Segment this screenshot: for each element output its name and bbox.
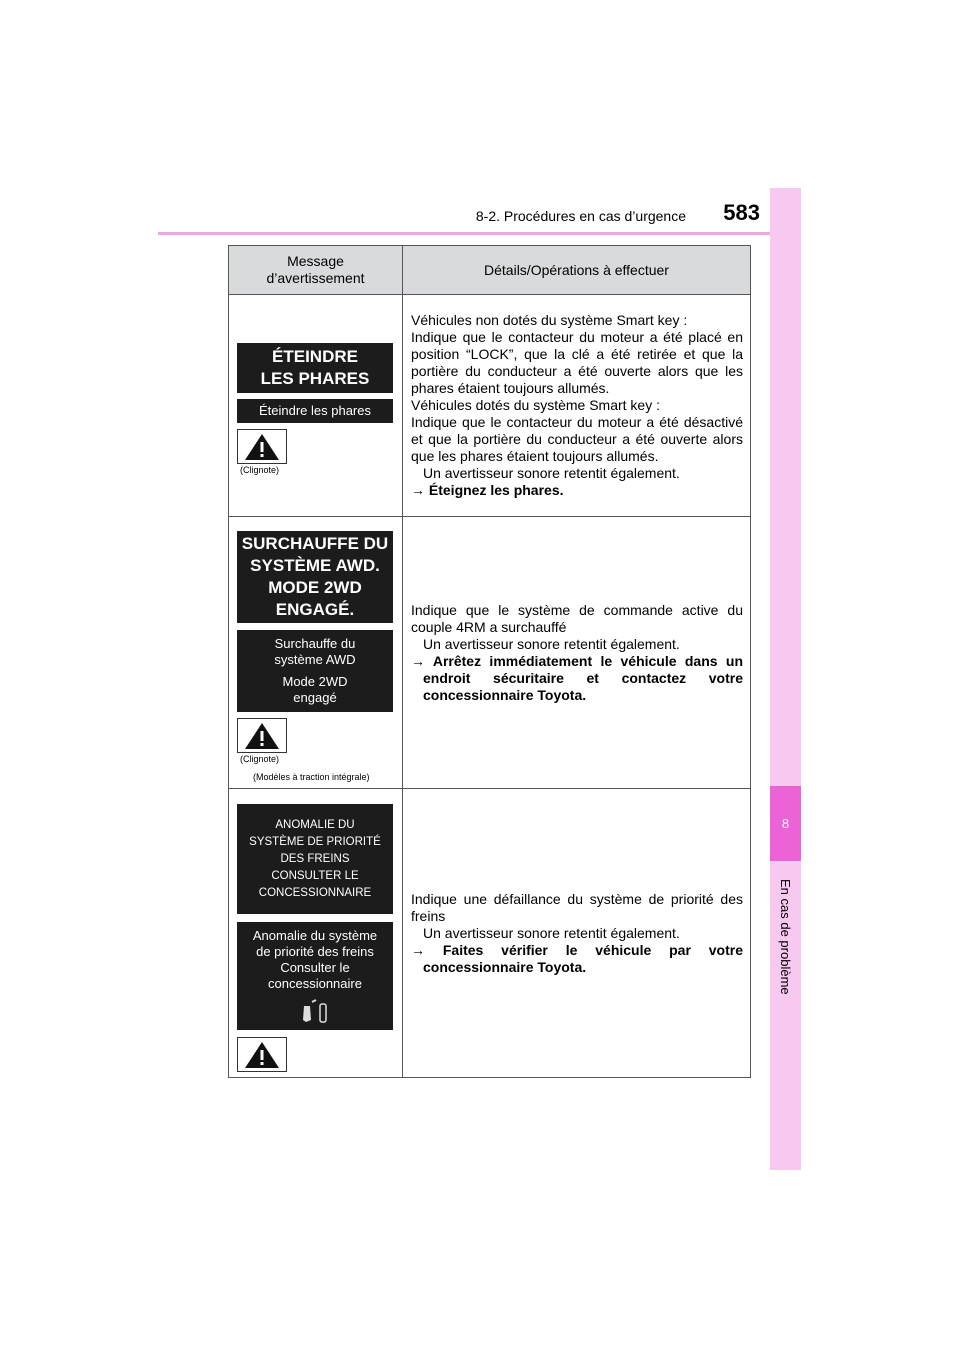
display-screen-large: ÉTEINDRE LES PHARES [237, 343, 393, 393]
warning-triangle-icon [237, 718, 287, 753]
display-screen-large: SURCHAUFFE DU SYSTÈME AWD. MODE 2WD ENGAGÉ. [237, 531, 393, 623]
condition-heading: Véhicules non dotés du système Smart key : [411, 312, 688, 328]
display-screen-small: Éteindre les phares [237, 399, 393, 423]
description-text: Indique que le contacteur du moteur a été placé en position “LOCK”, que la clé a été retirée et que la portière du conducteur a été ouverte alors que les phares étaient toujours allumés. [411, 329, 743, 396]
header-rule [158, 232, 800, 235]
description-text: Indique que le contacteur du moteur a été désactivé et que la portière du conducteur a été ouverte alors que les phares étaient toujours allumés. [411, 414, 743, 464]
table-header-row [229, 246, 751, 295]
warning-message-table [228, 245, 751, 1078]
action-text: → Éteignez les phares. [411, 482, 564, 498]
display-screen-small: Surchauffe du système AWD Mode 2WD engagé [237, 630, 393, 712]
action-text: → Arrêtez immédiatement le véhicule dans un endroit sécuritaire et contactez votre concessionnaire Toyota. [411, 652, 744, 703]
page-number: 583 [723, 200, 760, 225]
condition-heading: Véhicules dotés du système Smart key : [411, 397, 660, 413]
section-title: 8-2. Procédures en cas d’urgence [475, 208, 686, 224]
chapter-label: En cas de problème [778, 879, 793, 995]
chapter-side-tab [770, 188, 801, 1170]
sound-note: Un avertisseur sonore retentit également. [423, 635, 680, 652]
sound-note: Un avertisseur sonore retentit également. [423, 465, 680, 481]
flashing-caption: (Clignote) [240, 465, 280, 475]
details-cell [403, 789, 751, 1078]
col-header-details: Détails/Opérations à effectuer [403, 246, 751, 295]
table-row [229, 789, 751, 1078]
flashing-caption: (Clignote) [240, 754, 280, 764]
message-cell [229, 517, 403, 789]
message-cell [229, 295, 403, 517]
brake-accelerator-pedal-icon [237, 998, 393, 1028]
action-text: → Faites vérifier le véhicule par votre concessionnaire Toyota. [411, 941, 743, 975]
chapter-number: 8 [770, 786, 801, 861]
details-cell [403, 295, 751, 517]
table-row [229, 517, 751, 789]
table-row [229, 295, 751, 517]
message-cell [229, 789, 403, 1078]
details-cell [403, 517, 751, 789]
description-text: Indique une défaillance du système de priorité des freins [411, 890, 743, 924]
sound-note: Un avertisseur sonore retentit également. [423, 924, 680, 941]
display-screen-small: Anomalie du système de priorité des freins Consulter le concessionnaire [237, 922, 393, 1030]
description-text: Indique que le système de commande active du couple 4RM a surchauffé [411, 601, 743, 635]
display-screen-large: ANOMALIE DU SYSTÈME DE PRIORITÉ DES FREINS CONSULTER LE CONCESSIONNAIRE [237, 804, 393, 914]
warning-triangle-icon [237, 429, 287, 464]
warning-triangle-icon [237, 1037, 287, 1072]
col-header-message: Message d’avertissement [229, 246, 403, 295]
model-caption: (Modèles à traction intégrale) [253, 772, 370, 782]
